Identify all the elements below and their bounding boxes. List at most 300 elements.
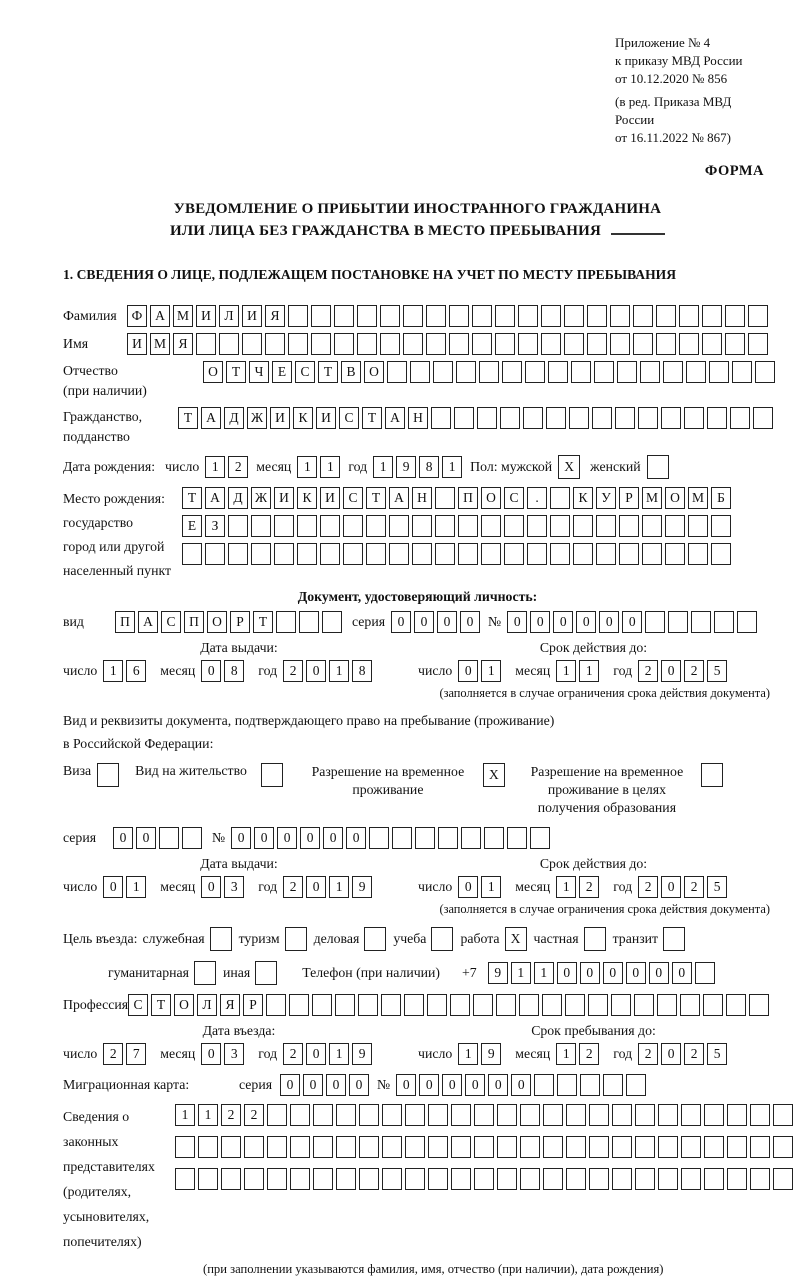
id-issue-year-field-cell[interactable]: 2 <box>283 660 303 682</box>
citizenship-field-cell[interactable] <box>569 407 589 429</box>
given-name-field-cell[interactable] <box>472 333 492 355</box>
representatives-row3-cell[interactable] <box>198 1168 218 1190</box>
purpose-transit-checkbox-cell[interactable] <box>663 927 685 951</box>
representatives-row2-cell[interactable] <box>198 1136 218 1158</box>
birth-place-row3-cell[interactable] <box>504 543 524 565</box>
migration-series-field-cell[interactable]: 0 <box>349 1074 369 1096</box>
birth-place-row3-cell[interactable] <box>481 543 501 565</box>
birth-place-row3-cell[interactable] <box>458 543 478 565</box>
patronymic-field-cell[interactable] <box>686 361 706 383</box>
representatives-row3-cell[interactable] <box>704 1168 724 1190</box>
migration-series-field-cell[interactable]: 0 <box>326 1074 346 1096</box>
birth-place-row2-cell[interactable] <box>274 515 294 537</box>
birth-place-row1-cell[interactable]: С <box>504 487 524 509</box>
birth-place-row1-cell[interactable]: Н <box>412 487 432 509</box>
id-doc-kind-field-cell[interactable]: О <box>207 611 227 633</box>
profession-field-cell[interactable] <box>634 994 654 1016</box>
stay-until-month-field-cell[interactable]: 2 <box>579 1043 599 1065</box>
patronymic-field-cell[interactable] <box>755 361 775 383</box>
representatives-row1-cell[interactable]: 1 <box>175 1104 195 1126</box>
patronymic-field-cell[interactable]: О <box>203 361 223 383</box>
id-doc-kind-field-cell[interactable]: С <box>161 611 181 633</box>
representatives-row2-cell[interactable] <box>566 1136 586 1158</box>
stay-valid-day-field-cell[interactable]: 1 <box>481 876 501 898</box>
residence-permit-checkbox-cell[interactable] <box>261 763 283 787</box>
birth-place-row1-cell[interactable]: Т <box>366 487 386 509</box>
representatives-row3-cell[interactable] <box>589 1168 609 1190</box>
patronymic-field-cell[interactable]: О <box>364 361 384 383</box>
birth-place-row2-cell[interactable] <box>343 515 363 537</box>
representatives-row2-cell[interactable] <box>589 1136 609 1158</box>
representatives-row1-cell[interactable] <box>520 1104 540 1126</box>
stay-issue-day-field-cell[interactable]: 0 <box>103 876 123 898</box>
surname-field-cell[interactable] <box>587 305 607 327</box>
representatives-row1-cell[interactable] <box>267 1104 287 1126</box>
birth-place-row1-cell[interactable]: Ж <box>251 487 271 509</box>
birth-place-row2-cell[interactable] <box>435 515 455 537</box>
id-valid-year-field-cell[interactable]: 2 <box>684 660 704 682</box>
surname-field-cell[interactable]: М <box>173 305 193 327</box>
representatives-row3-cell[interactable] <box>313 1168 333 1190</box>
representatives-row2-cell[interactable] <box>612 1136 632 1158</box>
representatives-row1-cell[interactable] <box>681 1104 701 1126</box>
representatives-row3-cell[interactable] <box>773 1168 793 1190</box>
given-name-field-cell[interactable] <box>311 333 331 355</box>
purpose-business-checkbox-cell[interactable] <box>364 927 386 951</box>
stay-doc-number-field-cell[interactable] <box>461 827 481 849</box>
representatives-row3-cell[interactable] <box>658 1168 678 1190</box>
surname-field-cell[interactable] <box>702 305 722 327</box>
representatives-row2-cell[interactable] <box>520 1136 540 1158</box>
migration-number-field-cell[interactable] <box>580 1074 600 1096</box>
phone-field-cell[interactable]: 0 <box>580 962 600 984</box>
id-valid-year-field-cell[interactable]: 2 <box>638 660 658 682</box>
representatives-row3-cell[interactable] <box>520 1168 540 1190</box>
migration-number-field-cell[interactable] <box>534 1074 554 1096</box>
birth-month-field-cell[interactable]: 1 <box>320 456 340 478</box>
given-name-field-cell[interactable] <box>288 333 308 355</box>
citizenship-field-cell[interactable]: К <box>293 407 313 429</box>
surname-field-cell[interactable] <box>357 305 377 327</box>
stay-valid-year-field-cell[interactable]: 0 <box>661 876 681 898</box>
birth-place-row3-cell[interactable] <box>665 543 685 565</box>
purpose-humanitarian-checkbox-cell[interactable] <box>194 961 216 985</box>
profession-field-cell[interactable] <box>657 994 677 1016</box>
migration-number-field-cell[interactable]: 0 <box>419 1074 439 1096</box>
given-name-field-cell[interactable] <box>357 333 377 355</box>
birth-year-field-cell[interactable]: 9 <box>396 456 416 478</box>
stay-doc-number-field-cell[interactable]: 0 <box>254 827 274 849</box>
profession-field-cell[interactable] <box>565 994 585 1016</box>
citizenship-field-cell[interactable] <box>707 407 727 429</box>
birth-place-row2-cell[interactable]: Е <box>182 515 202 537</box>
entry-month-field-cell[interactable]: 3 <box>224 1043 244 1065</box>
citizenship-field-cell[interactable]: Ж <box>247 407 267 429</box>
given-name-field-cell[interactable] <box>242 333 262 355</box>
profession-field-cell[interactable] <box>611 994 631 1016</box>
birth-place-row2-cell[interactable] <box>366 515 386 537</box>
birth-place-row2-cell[interactable] <box>711 515 731 537</box>
id-issue-day-field-cell[interactable]: 1 <box>103 660 123 682</box>
given-name-field-cell[interactable]: Я <box>173 333 193 355</box>
profession-field-cell[interactable]: О <box>174 994 194 1016</box>
birth-place-row2-cell[interactable] <box>596 515 616 537</box>
migration-number-field-cell[interactable] <box>557 1074 577 1096</box>
representatives-row1-cell[interactable] <box>589 1104 609 1126</box>
purpose-tourism-checkbox-cell[interactable] <box>285 927 307 951</box>
stay-doc-number-field-cell[interactable] <box>415 827 435 849</box>
citizenship-field-cell[interactable] <box>638 407 658 429</box>
profession-field-cell[interactable] <box>450 994 470 1016</box>
surname-field-cell[interactable] <box>748 305 768 327</box>
stay-issue-year-field-cell[interactable]: 1 <box>329 876 349 898</box>
birth-place-row2-cell[interactable] <box>573 515 593 537</box>
stay-doc-series-field-cell[interactable]: 0 <box>136 827 156 849</box>
birth-place-row1-cell[interactable] <box>435 487 455 509</box>
representatives-row2-cell[interactable] <box>681 1136 701 1158</box>
birth-place-row2-cell[interactable] <box>642 515 662 537</box>
representatives-row2-cell[interactable] <box>244 1136 264 1158</box>
given-name-field-cell[interactable] <box>748 333 768 355</box>
representatives-row3-cell[interactable] <box>267 1168 287 1190</box>
birth-place-row2-cell[interactable] <box>527 515 547 537</box>
given-name-field-cell[interactable] <box>495 333 515 355</box>
birth-place-row2-cell[interactable] <box>412 515 432 537</box>
patronymic-field-cell[interactable] <box>548 361 568 383</box>
citizenship-field-cell[interactable] <box>615 407 635 429</box>
patronymic-field-cell[interactable] <box>571 361 591 383</box>
profession-field-cell[interactable] <box>749 994 769 1016</box>
representatives-row1-cell[interactable] <box>313 1104 333 1126</box>
phone-field-cell[interactable]: 9 <box>488 962 508 984</box>
birth-place-row2-cell[interactable] <box>550 515 570 537</box>
entry-year-field-cell[interactable]: 1 <box>329 1043 349 1065</box>
representatives-row2-cell[interactable] <box>635 1136 655 1158</box>
birth-day-field-cell[interactable]: 2 <box>228 456 248 478</box>
representatives-row1-cell[interactable]: 2 <box>221 1104 241 1126</box>
id-number-field-cell[interactable]: 0 <box>622 611 642 633</box>
citizenship-field-cell[interactable]: Т <box>362 407 382 429</box>
id-number-field-cell[interactable]: 0 <box>599 611 619 633</box>
representatives-row2-cell[interactable] <box>313 1136 333 1158</box>
representatives-row1-cell[interactable] <box>566 1104 586 1126</box>
citizenship-field-cell[interactable] <box>753 407 773 429</box>
female-checkbox-cell[interactable] <box>647 455 669 479</box>
representatives-row3-cell[interactable] <box>359 1168 379 1190</box>
citizenship-field-cell[interactable]: И <box>316 407 336 429</box>
entry-month-field-cell[interactable]: 0 <box>201 1043 221 1065</box>
birth-place-row3-cell[interactable] <box>343 543 363 565</box>
migration-number-field-cell[interactable] <box>603 1074 623 1096</box>
given-name-field-cell[interactable] <box>656 333 676 355</box>
stay-valid-month-field-cell[interactable]: 2 <box>579 876 599 898</box>
id-number-field-cell[interactable]: 0 <box>576 611 596 633</box>
stay-valid-year-field-cell[interactable]: 5 <box>707 876 727 898</box>
birth-place-row3-cell[interactable] <box>573 543 593 565</box>
representatives-row2-cell[interactable] <box>451 1136 471 1158</box>
birth-place-row3-cell[interactable] <box>274 543 294 565</box>
representatives-row2-cell[interactable] <box>727 1136 747 1158</box>
profession-field-cell[interactable] <box>289 994 309 1016</box>
birth-place-row2-cell[interactable] <box>297 515 317 537</box>
id-number-field-cell[interactable] <box>714 611 734 633</box>
surname-field-cell[interactable] <box>380 305 400 327</box>
representatives-row3-cell[interactable] <box>543 1168 563 1190</box>
citizenship-field-cell[interactable] <box>454 407 474 429</box>
citizenship-field-cell[interactable]: С <box>339 407 359 429</box>
representatives-row3-cell[interactable] <box>727 1168 747 1190</box>
phone-field-cell[interactable]: 0 <box>649 962 669 984</box>
purpose-official-checkbox-cell[interactable] <box>210 927 232 951</box>
given-name-field-cell[interactable] <box>633 333 653 355</box>
surname-field-cell[interactable] <box>449 305 469 327</box>
profession-field-cell[interactable] <box>588 994 608 1016</box>
given-name-field-cell[interactable] <box>541 333 561 355</box>
patronymic-field-cell[interactable] <box>387 361 407 383</box>
surname-field-cell[interactable] <box>564 305 584 327</box>
profession-field-cell[interactable] <box>496 994 516 1016</box>
representatives-row3-cell[interactable] <box>336 1168 356 1190</box>
patronymic-field-cell[interactable] <box>433 361 453 383</box>
representatives-row1-cell[interactable] <box>336 1104 356 1126</box>
citizenship-field-cell[interactable] <box>523 407 543 429</box>
representatives-row1-cell[interactable] <box>359 1104 379 1126</box>
phone-field-cell[interactable]: 0 <box>672 962 692 984</box>
given-name-field-cell[interactable] <box>196 333 216 355</box>
migration-number-field-cell[interactable]: 0 <box>442 1074 462 1096</box>
stay-issue-year-field-cell[interactable]: 9 <box>352 876 372 898</box>
given-name-field-cell[interactable] <box>610 333 630 355</box>
representatives-row1-cell[interactable] <box>405 1104 425 1126</box>
representatives-row1-cell[interactable] <box>543 1104 563 1126</box>
phone-field-cell[interactable]: 0 <box>557 962 577 984</box>
stay-until-year-field-cell[interactable]: 5 <box>707 1043 727 1065</box>
profession-field-cell[interactable] <box>404 994 424 1016</box>
stay-doc-number-field-cell[interactable] <box>369 827 389 849</box>
birth-place-row2-cell[interactable] <box>504 515 524 537</box>
representatives-row3-cell[interactable] <box>290 1168 310 1190</box>
given-name-field-cell[interactable] <box>334 333 354 355</box>
surname-field-cell[interactable] <box>656 305 676 327</box>
birth-place-row2-cell[interactable] <box>320 515 340 537</box>
phone-field-cell[interactable]: 0 <box>603 962 623 984</box>
id-valid-month-field-cell[interactable]: 1 <box>556 660 576 682</box>
birth-place-row3-cell[interactable] <box>389 543 409 565</box>
id-issue-day-field-cell[interactable]: 6 <box>126 660 146 682</box>
surname-field-cell[interactable] <box>541 305 561 327</box>
representatives-row2-cell[interactable] <box>405 1136 425 1158</box>
id-number-field-cell[interactable] <box>645 611 665 633</box>
patronymic-field-cell[interactable] <box>502 361 522 383</box>
phone-field-cell[interactable]: 1 <box>511 962 531 984</box>
birth-place-row1-cell[interactable]: Б <box>711 487 731 509</box>
birth-place-row3-cell[interactable] <box>527 543 547 565</box>
id-number-field-cell[interactable]: 0 <box>507 611 527 633</box>
representatives-row3-cell[interactable] <box>428 1168 448 1190</box>
citizenship-field-cell[interactable]: А <box>385 407 405 429</box>
birth-place-row1-cell[interactable]: С <box>343 487 363 509</box>
birth-place-row1-cell[interactable]: М <box>688 487 708 509</box>
surname-field-cell[interactable] <box>288 305 308 327</box>
given-name-field-cell[interactable]: И <box>127 333 147 355</box>
birth-place-row1-cell[interactable]: И <box>274 487 294 509</box>
given-name-field-cell[interactable]: М <box>150 333 170 355</box>
birth-place-row3-cell[interactable] <box>596 543 616 565</box>
birth-place-row1-cell[interactable]: А <box>389 487 409 509</box>
citizenship-field-cell[interactable] <box>477 407 497 429</box>
stay-valid-year-field-cell[interactable]: 2 <box>638 876 658 898</box>
surname-field-cell[interactable] <box>403 305 423 327</box>
birth-place-row1-cell[interactable]: О <box>481 487 501 509</box>
birth-place-row3-cell[interactable] <box>688 543 708 565</box>
representatives-row1-cell[interactable]: 1 <box>198 1104 218 1126</box>
phone-field-cell[interactable]: 0 <box>626 962 646 984</box>
id-doc-kind-field-cell[interactable]: П <box>184 611 204 633</box>
migration-series-field-cell[interactable]: 0 <box>280 1074 300 1096</box>
entry-year-field-cell[interactable]: 2 <box>283 1043 303 1065</box>
purpose-study-checkbox-cell[interactable] <box>431 927 453 951</box>
birth-place-row3-cell[interactable] <box>412 543 432 565</box>
representatives-row3-cell[interactable] <box>382 1168 402 1190</box>
stay-valid-month-field-cell[interactable]: 1 <box>556 876 576 898</box>
birth-place-row1-cell[interactable]: М <box>642 487 662 509</box>
surname-field-cell[interactable] <box>311 305 331 327</box>
purpose-private-checkbox-cell[interactable] <box>584 927 606 951</box>
birth-place-row1-cell[interactable]: О <box>665 487 685 509</box>
patronymic-field-cell[interactable] <box>525 361 545 383</box>
temp-residence-checkbox-cell[interactable]: X <box>483 763 505 787</box>
representatives-row3-cell[interactable] <box>405 1168 425 1190</box>
stay-issue-year-field-cell[interactable]: 0 <box>306 876 326 898</box>
surname-field-cell[interactable]: Ф <box>127 305 147 327</box>
profession-field-cell[interactable] <box>266 994 286 1016</box>
representatives-row1-cell[interactable] <box>727 1104 747 1126</box>
representatives-row1-cell[interactable] <box>474 1104 494 1126</box>
birth-place-row3-cell[interactable] <box>435 543 455 565</box>
id-number-field-cell[interactable]: 0 <box>530 611 550 633</box>
stay-until-year-field-cell[interactable]: 0 <box>661 1043 681 1065</box>
stay-doc-number-field-cell[interactable] <box>507 827 527 849</box>
birth-place-row2-cell[interactable] <box>481 515 501 537</box>
birth-place-row3-cell[interactable] <box>642 543 662 565</box>
entry-year-field-cell[interactable]: 9 <box>352 1043 372 1065</box>
representatives-row3-cell[interactable] <box>750 1168 770 1190</box>
profession-field-cell[interactable]: Я <box>220 994 240 1016</box>
patronymic-field-cell[interactable]: Ч <box>249 361 269 383</box>
representatives-row3-cell[interactable] <box>681 1168 701 1190</box>
citizenship-field-cell[interactable] <box>431 407 451 429</box>
profession-field-cell[interactable]: Р <box>243 994 263 1016</box>
birth-place-row2-cell[interactable] <box>389 515 409 537</box>
profession-field-cell[interactable] <box>381 994 401 1016</box>
surname-field-cell[interactable]: А <box>150 305 170 327</box>
id-issue-year-field-cell[interactable]: 0 <box>306 660 326 682</box>
id-doc-kind-field-cell[interactable] <box>322 611 342 633</box>
id-doc-kind-field-cell[interactable]: Т <box>253 611 273 633</box>
representatives-row2-cell[interactable] <box>290 1136 310 1158</box>
surname-field-cell[interactable]: И <box>196 305 216 327</box>
stay-doc-number-field-cell[interactable] <box>392 827 412 849</box>
migration-number-field-cell[interactable]: 0 <box>488 1074 508 1096</box>
representatives-row3-cell[interactable] <box>474 1168 494 1190</box>
birth-place-row1-cell[interactable]: И <box>320 487 340 509</box>
given-name-field-cell[interactable] <box>587 333 607 355</box>
profession-field-cell[interactable] <box>312 994 332 1016</box>
citizenship-field-cell[interactable]: И <box>270 407 290 429</box>
profession-field-cell[interactable] <box>358 994 378 1016</box>
citizenship-field-cell[interactable]: Н <box>408 407 428 429</box>
birth-place-row2-cell[interactable] <box>458 515 478 537</box>
profession-field-cell[interactable] <box>680 994 700 1016</box>
patronymic-field-cell[interactable] <box>594 361 614 383</box>
representatives-row1-cell[interactable] <box>658 1104 678 1126</box>
surname-field-cell[interactable] <box>426 305 446 327</box>
surname-field-cell[interactable] <box>472 305 492 327</box>
id-series-field-cell[interactable]: 0 <box>414 611 434 633</box>
representatives-row1-cell[interactable] <box>428 1104 448 1126</box>
entry-day-field-cell[interactable]: 2 <box>103 1043 123 1065</box>
stay-doc-number-field-cell[interactable] <box>438 827 458 849</box>
surname-field-cell[interactable] <box>633 305 653 327</box>
id-number-field-cell[interactable] <box>691 611 711 633</box>
id-doc-kind-field-cell[interactable]: П <box>115 611 135 633</box>
representatives-row2-cell[interactable] <box>773 1136 793 1158</box>
visa-checkbox-cell[interactable] <box>97 763 119 787</box>
surname-field-cell[interactable] <box>518 305 538 327</box>
profession-field-cell[interactable] <box>335 994 355 1016</box>
given-name-field-cell[interactable] <box>426 333 446 355</box>
stay-issue-month-field-cell[interactable]: 3 <box>224 876 244 898</box>
birth-place-row1-cell[interactable]: П <box>458 487 478 509</box>
stay-until-year-field-cell[interactable]: 2 <box>684 1043 704 1065</box>
profession-field-cell[interactable]: Л <box>197 994 217 1016</box>
representatives-row3-cell[interactable] <box>635 1168 655 1190</box>
stay-doc-series-field-cell[interactable] <box>182 827 202 849</box>
patronymic-field-cell[interactable] <box>732 361 752 383</box>
representatives-row3-cell[interactable] <box>566 1168 586 1190</box>
stay-issue-day-field-cell[interactable]: 1 <box>126 876 146 898</box>
citizenship-field-cell[interactable] <box>661 407 681 429</box>
profession-field-cell[interactable] <box>427 994 447 1016</box>
birth-place-row3-cell[interactable] <box>550 543 570 565</box>
representatives-row1-cell[interactable] <box>612 1104 632 1126</box>
given-name-field-cell[interactable] <box>679 333 699 355</box>
representatives-row1-cell[interactable] <box>290 1104 310 1126</box>
representatives-row1-cell[interactable] <box>750 1104 770 1126</box>
representatives-row2-cell[interactable] <box>382 1136 402 1158</box>
representatives-row1-cell[interactable] <box>451 1104 471 1126</box>
id-doc-kind-field-cell[interactable] <box>299 611 319 633</box>
surname-field-cell[interactable] <box>495 305 515 327</box>
stay-until-year-field-cell[interactable]: 2 <box>638 1043 658 1065</box>
stay-issue-year-field-cell[interactable]: 2 <box>283 876 303 898</box>
birth-place-row3-cell[interactable] <box>228 543 248 565</box>
representatives-row3-cell[interactable] <box>451 1168 471 1190</box>
representatives-row2-cell[interactable] <box>428 1136 448 1158</box>
representatives-row3-cell[interactable] <box>612 1168 632 1190</box>
profession-field-cell[interactable]: Т <box>151 994 171 1016</box>
patronymic-field-cell[interactable] <box>617 361 637 383</box>
birth-place-row2-cell[interactable] <box>665 515 685 537</box>
representatives-row2-cell[interactable] <box>704 1136 724 1158</box>
birth-place-row1-cell[interactable]: . <box>527 487 547 509</box>
migration-number-field-cell[interactable]: 0 <box>511 1074 531 1096</box>
representatives-row2-cell[interactable] <box>750 1136 770 1158</box>
representatives-row1-cell[interactable]: 2 <box>244 1104 264 1126</box>
entry-year-field-cell[interactable]: 0 <box>306 1043 326 1065</box>
stay-doc-number-field-cell[interactable] <box>530 827 550 849</box>
migration-number-field-cell[interactable]: 0 <box>465 1074 485 1096</box>
